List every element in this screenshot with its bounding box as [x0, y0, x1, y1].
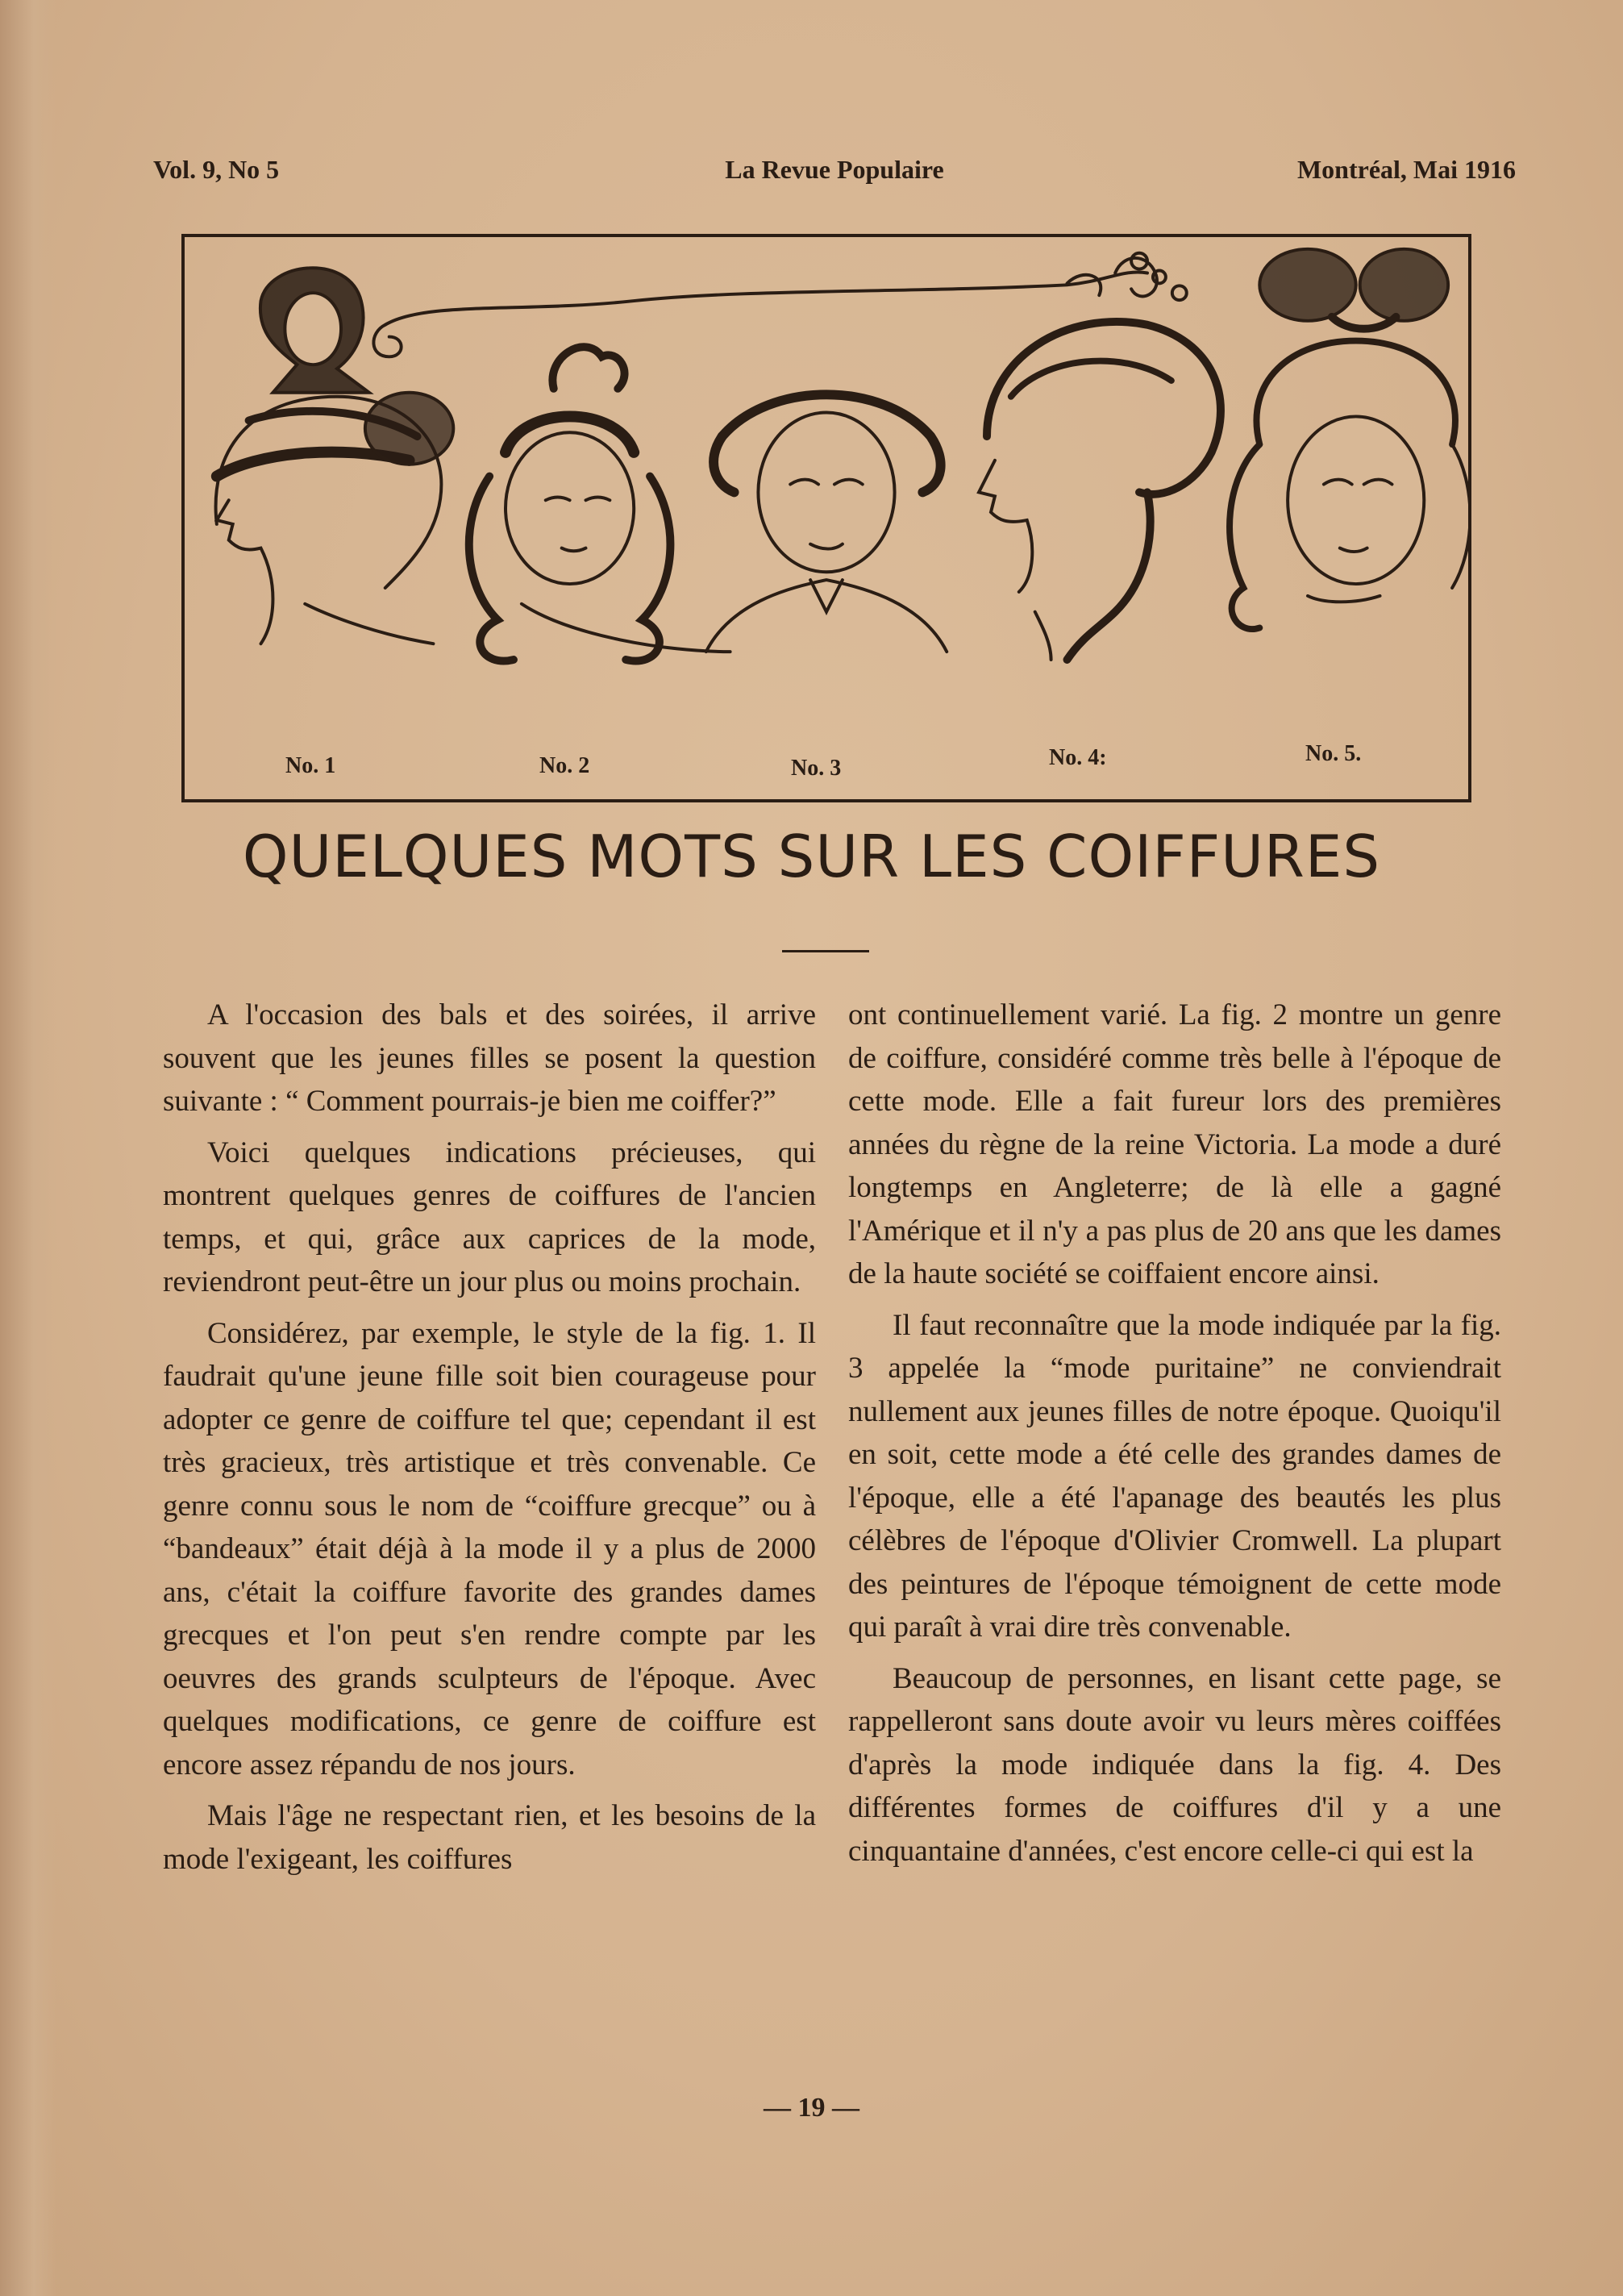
page-binding-shadow [0, 0, 56, 2296]
figure-label-1: No. 1 [285, 753, 336, 778]
running-header [153, 155, 1516, 195]
publication-name: La Revue Populaire [725, 155, 944, 184]
face-no1 [216, 393, 454, 644]
paragraph: Il faut reconnaître que la mode indiquée par la fig. 3 appelée la “mode puritaine” ne conviendrait nullement aux jeunes filles de notre époque. Quoiqu'il en soit, cette mode a été celle des grandes dames de l'époque, elle a été l'apanage des beautés les plus célèbres de l'époque d'Olivier Cromwell. La plupart des peintures de l'époque témoignent de cette mode qui paraît à vrai dire très convenable. [848, 1308, 1501, 1644]
paragraph: Considérez, par exemple, le style de la fig. 1. Il faudrait qu'une jeune fille soit bien courageuse pour adopter ce genre de coiffure tel que; cependant il est très gracieux, très artistique et très convenable. Ce genre connu sous le nom de “coiffure grecque” ou à “bandeaux” était déjà à la mode il y a plus de 2000 ans, c'était la coiffure favorite des grandes dames grecques et l'on peut s'en rendre compte par les oeuvres des grands sculpteurs de l'époque. Avec quelques modifications, ce genre de coiffure est encore assez répandu de nos jours. [163, 1316, 816, 1781]
face-no4 [979, 322, 1221, 660]
paragraph: Beaucoup de personnes, en lisant cette page, se rappelleront sans doute avoir vu leurs mères coiffées d'après la mode indiquée dans la fig. 4. Des différentes formes de coiffures d'il y a une cinquantaine d'années, c'est encore celle-ci qui est la [848, 1661, 1501, 1868]
figure-label-5: No. 5. [1305, 741, 1362, 766]
ornamental-scroll [385, 272, 1147, 324]
dateline: Montréal, Mai 1916 [1296, 155, 1516, 184]
left-column [163, 994, 816, 1889]
figure-label-2: No. 2 [539, 753, 590, 778]
page-number: — 19 — [764, 2093, 859, 2123]
title-rule [782, 950, 869, 952]
small-portrait [260, 268, 369, 393]
figure-label-4: No. 4: [1049, 745, 1107, 770]
paragraph: Voici quelques indications précieuses, qui montrent quelques genres de coiffures de l'ancien temps, et qui, grâce aux caprices de la mode, reviendront peut-être un jour plus ou moins prochain. [163, 1135, 816, 1298]
face-no3 [706, 394, 947, 652]
paragraph: A l'occasion des bals et des soirées, il arrive souvent que les jeunes filles se posent la question suivante : “ Comment pourrais-je bien me coiffer?” [163, 998, 816, 1118]
volume-number: Vol. 9, No 5 [153, 155, 280, 184]
face-no5 [1230, 249, 1468, 629]
right-column [848, 994, 1501, 1881]
hairstyles-illustration [181, 234, 1471, 802]
figure-label-3: No. 3 [791, 756, 842, 781]
article-title: QUELQUES MOTS SUR LES COIFFURES [242, 823, 1381, 890]
paragraph: Mais l'âge ne respectant rien, et les besoins de la mode l'exigeant, les coiffures [163, 1799, 816, 1876]
paragraph: ont continuellement varié. La fig. 2 montre un genre de coiffure, considéré comme très belle à l'époque de cette mode. Elle a fait fureur lors des premières années du règne de la reine Victoria. La mode a duré longtemps en Angleterre; de là elle a gagné l'Amérique et il n'y a pas plus de 20 ans que les dames de la haute société se coiffaient encore ainsi. [848, 998, 1501, 1290]
hairstyles-drawing [185, 237, 1468, 799]
face-no2 [469, 347, 730, 660]
